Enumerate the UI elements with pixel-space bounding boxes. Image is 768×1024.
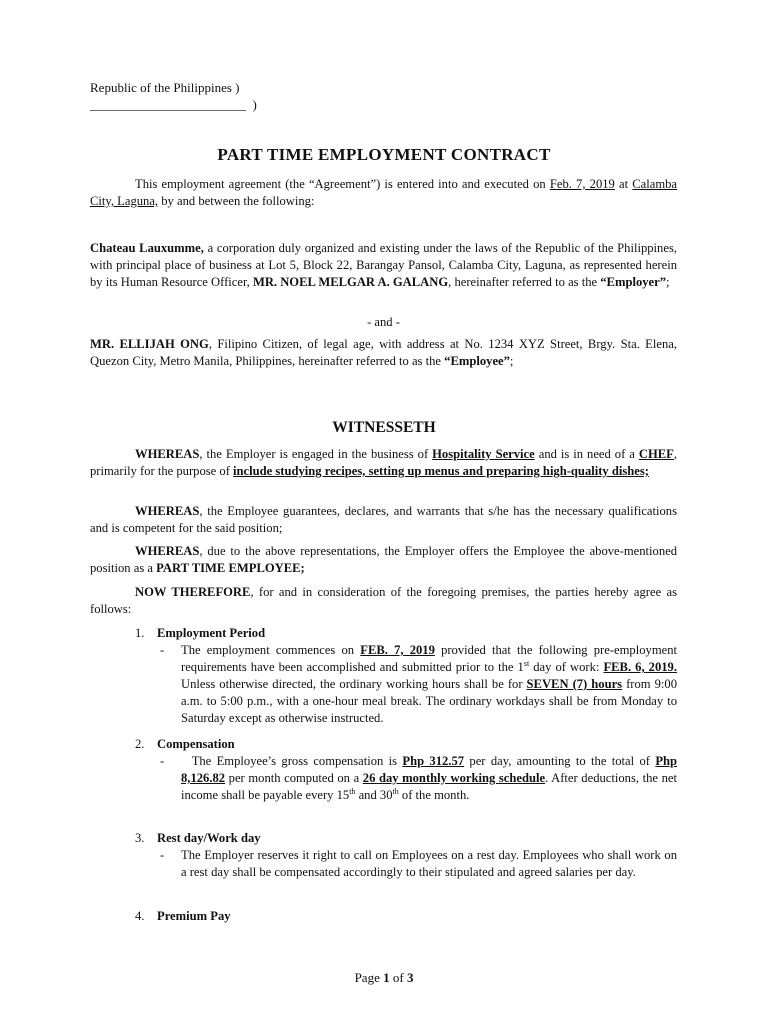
employer-name: Chateau Lauxumme, [90,241,204,255]
section-title: Compensation [157,737,235,751]
whereas-3-text: , due to the above representations, the Employer offers the Employee the above-mentioned position as a [90,544,677,575]
bullet-dash: - [160,754,165,768]
and-separator: - and - [367,315,400,329]
whereas-label: WHEREAS [135,504,200,518]
whereas-label: WHEREAS [135,544,200,558]
section-2-heading [135,736,677,753]
whereas-3 [90,543,677,577]
s1-text-1: The employment commences on [181,643,361,657]
venue-line-1: Republic of the Philippines ) [90,80,240,95]
business-type: Hospitality Service [432,447,535,461]
current-page: 1 [383,970,390,985]
employer-paragraph [90,240,677,291]
section-title: Employment Period [157,626,266,640]
employer-role: “Employer” [600,275,667,289]
s2-sup-2: th [392,786,399,796]
employer-text-1: a corporation duly organized and existing under the laws of the Republic of the Philippines, with principal place of business at Lot 5, Block 22, Barangay Pansol, Calamba City, Laguna, as represented herein by its Human Resource Officer, [90,241,677,289]
whereas-1-text-1: , the Employer is engaged in the business of [199,447,433,461]
employee-text-2: ; [509,354,514,368]
employee-role: “Employee” [444,354,510,368]
document-title: PART TIME EMPLOYMENT CONTRACT [217,145,551,164]
employee-name: MR. ELLIJAH ONG [90,337,209,351]
s2-text-3: per month computed on a [225,771,363,785]
bullet-dash: - [160,643,165,657]
whereas-label: WHEREAS [135,447,200,461]
section-title: Premium Pay [157,909,231,923]
now-therefore-label: NOW THEREFORE [135,585,251,599]
employee-text-1: , Filipino Citizen, of legal age, with address at No. 1234 XYZ Street, Brgy. Sta. Elena, Quezon City, Metro Manila, Philippines, hereinafter referred to as the [90,337,677,368]
total-pages: 3 [406,970,414,985]
s1-sup: st [523,658,530,668]
s3-text: The Employer reserves it right to call on Employees on a rest day. Employees who shall work on a rest day shall be compensated accordingly to their stipulated and agreed salaries per day. [181,848,677,879]
section-number: 2. [135,737,145,751]
employment-type: PART TIME EMPLOYEE; [156,561,305,575]
s1-text-2: provided that the following pre-employment requirements have been accomplished and submitted prior to the 1 [181,643,677,674]
s2-text-4: . After deductions, the net income shall be payable every 15 [181,771,677,802]
whereas-1-text-3: , primarily for the purpose of [90,447,677,478]
employer-officer: MR. NOEL MELGAR A. GALANG [252,275,449,289]
page-prefix: Page [354,970,384,985]
working-schedule: 26 day monthly working schedule [362,771,546,785]
contract-date: Feb. 7, 2019 [549,177,615,191]
contract-place: Calamba City, Laguna, [90,177,677,208]
venue-header [90,79,257,113]
section-1-heading [135,625,677,642]
section-1-body [160,642,677,727]
section-number: 3. [135,831,145,845]
section-number: 1. [135,626,145,640]
page-of: of [389,970,407,985]
s1-text-5: from 9:00 a.m. to 5:00 p.m., with a one-hour meal break. The ordinary workdays shall be from Monday to Saturday except as otherwise instructed. [181,677,677,725]
employee-paragraph [90,336,677,370]
now-therefore [90,584,677,618]
intro-text-2: at [614,177,633,191]
now-therefore-text: , for and in consideration of the foregoing premises, the parties hereby agree as follows: [90,585,677,616]
section-number: 4. [135,909,145,923]
whereas-2 [90,503,677,537]
position-name: CHEF [638,447,674,461]
whereas-1-text-2: and is in need of a [534,447,639,461]
requirements-date: FEB. 6, 2019. [603,660,677,674]
section-3-heading [135,830,677,847]
working-hours: SEVEN (7) hours [526,677,623,691]
s1-text-3: day of work: [529,660,604,674]
employer-text-2: , hereinafter referred to as the [448,275,601,289]
section-title: Rest day/Work day [157,831,261,845]
s2-sup-1: th [349,786,356,796]
s2-text-5: and 30 [355,788,393,802]
s1-text-4: Unless otherwise directed, the ordinary working hours shall be for [181,677,527,691]
intro-paragraph [90,176,677,210]
position-purpose: include studying recipes, setting up menus and preparing high-quality dishes; [233,464,649,478]
monthly-rate: Php 8,126.82 [181,754,678,785]
daily-rate: Php 312.57 [402,754,465,768]
witnesseth-heading: WITNESSETH [332,419,436,436]
employer-text-3: ; [666,275,670,289]
intro-text-1: This employment agreement (the “Agreement”) is entered into and executed on [135,177,550,191]
s2-text-1: The Employee’s gross compensation is [191,754,403,768]
whereas-2-text: , the Employee guarantees, declares, and warrants that s/he has the necessary qualifications and is competent for the said position; [90,504,677,535]
section-2-body [160,753,677,804]
s2-text-6: of the month. [398,788,470,802]
s2-text-2: per day, amounting to the total of [464,754,656,768]
intro-text-3: by and between the following: [158,194,315,208]
page-footer [0,970,768,986]
section-3-body [160,847,677,881]
whereas-1 [90,446,677,480]
bullet-dash: - [160,848,165,862]
section-4-heading [135,908,677,925]
venue-line-2: ________________________ ) [90,97,257,112]
start-date: FEB. 7, 2019 [360,643,435,657]
